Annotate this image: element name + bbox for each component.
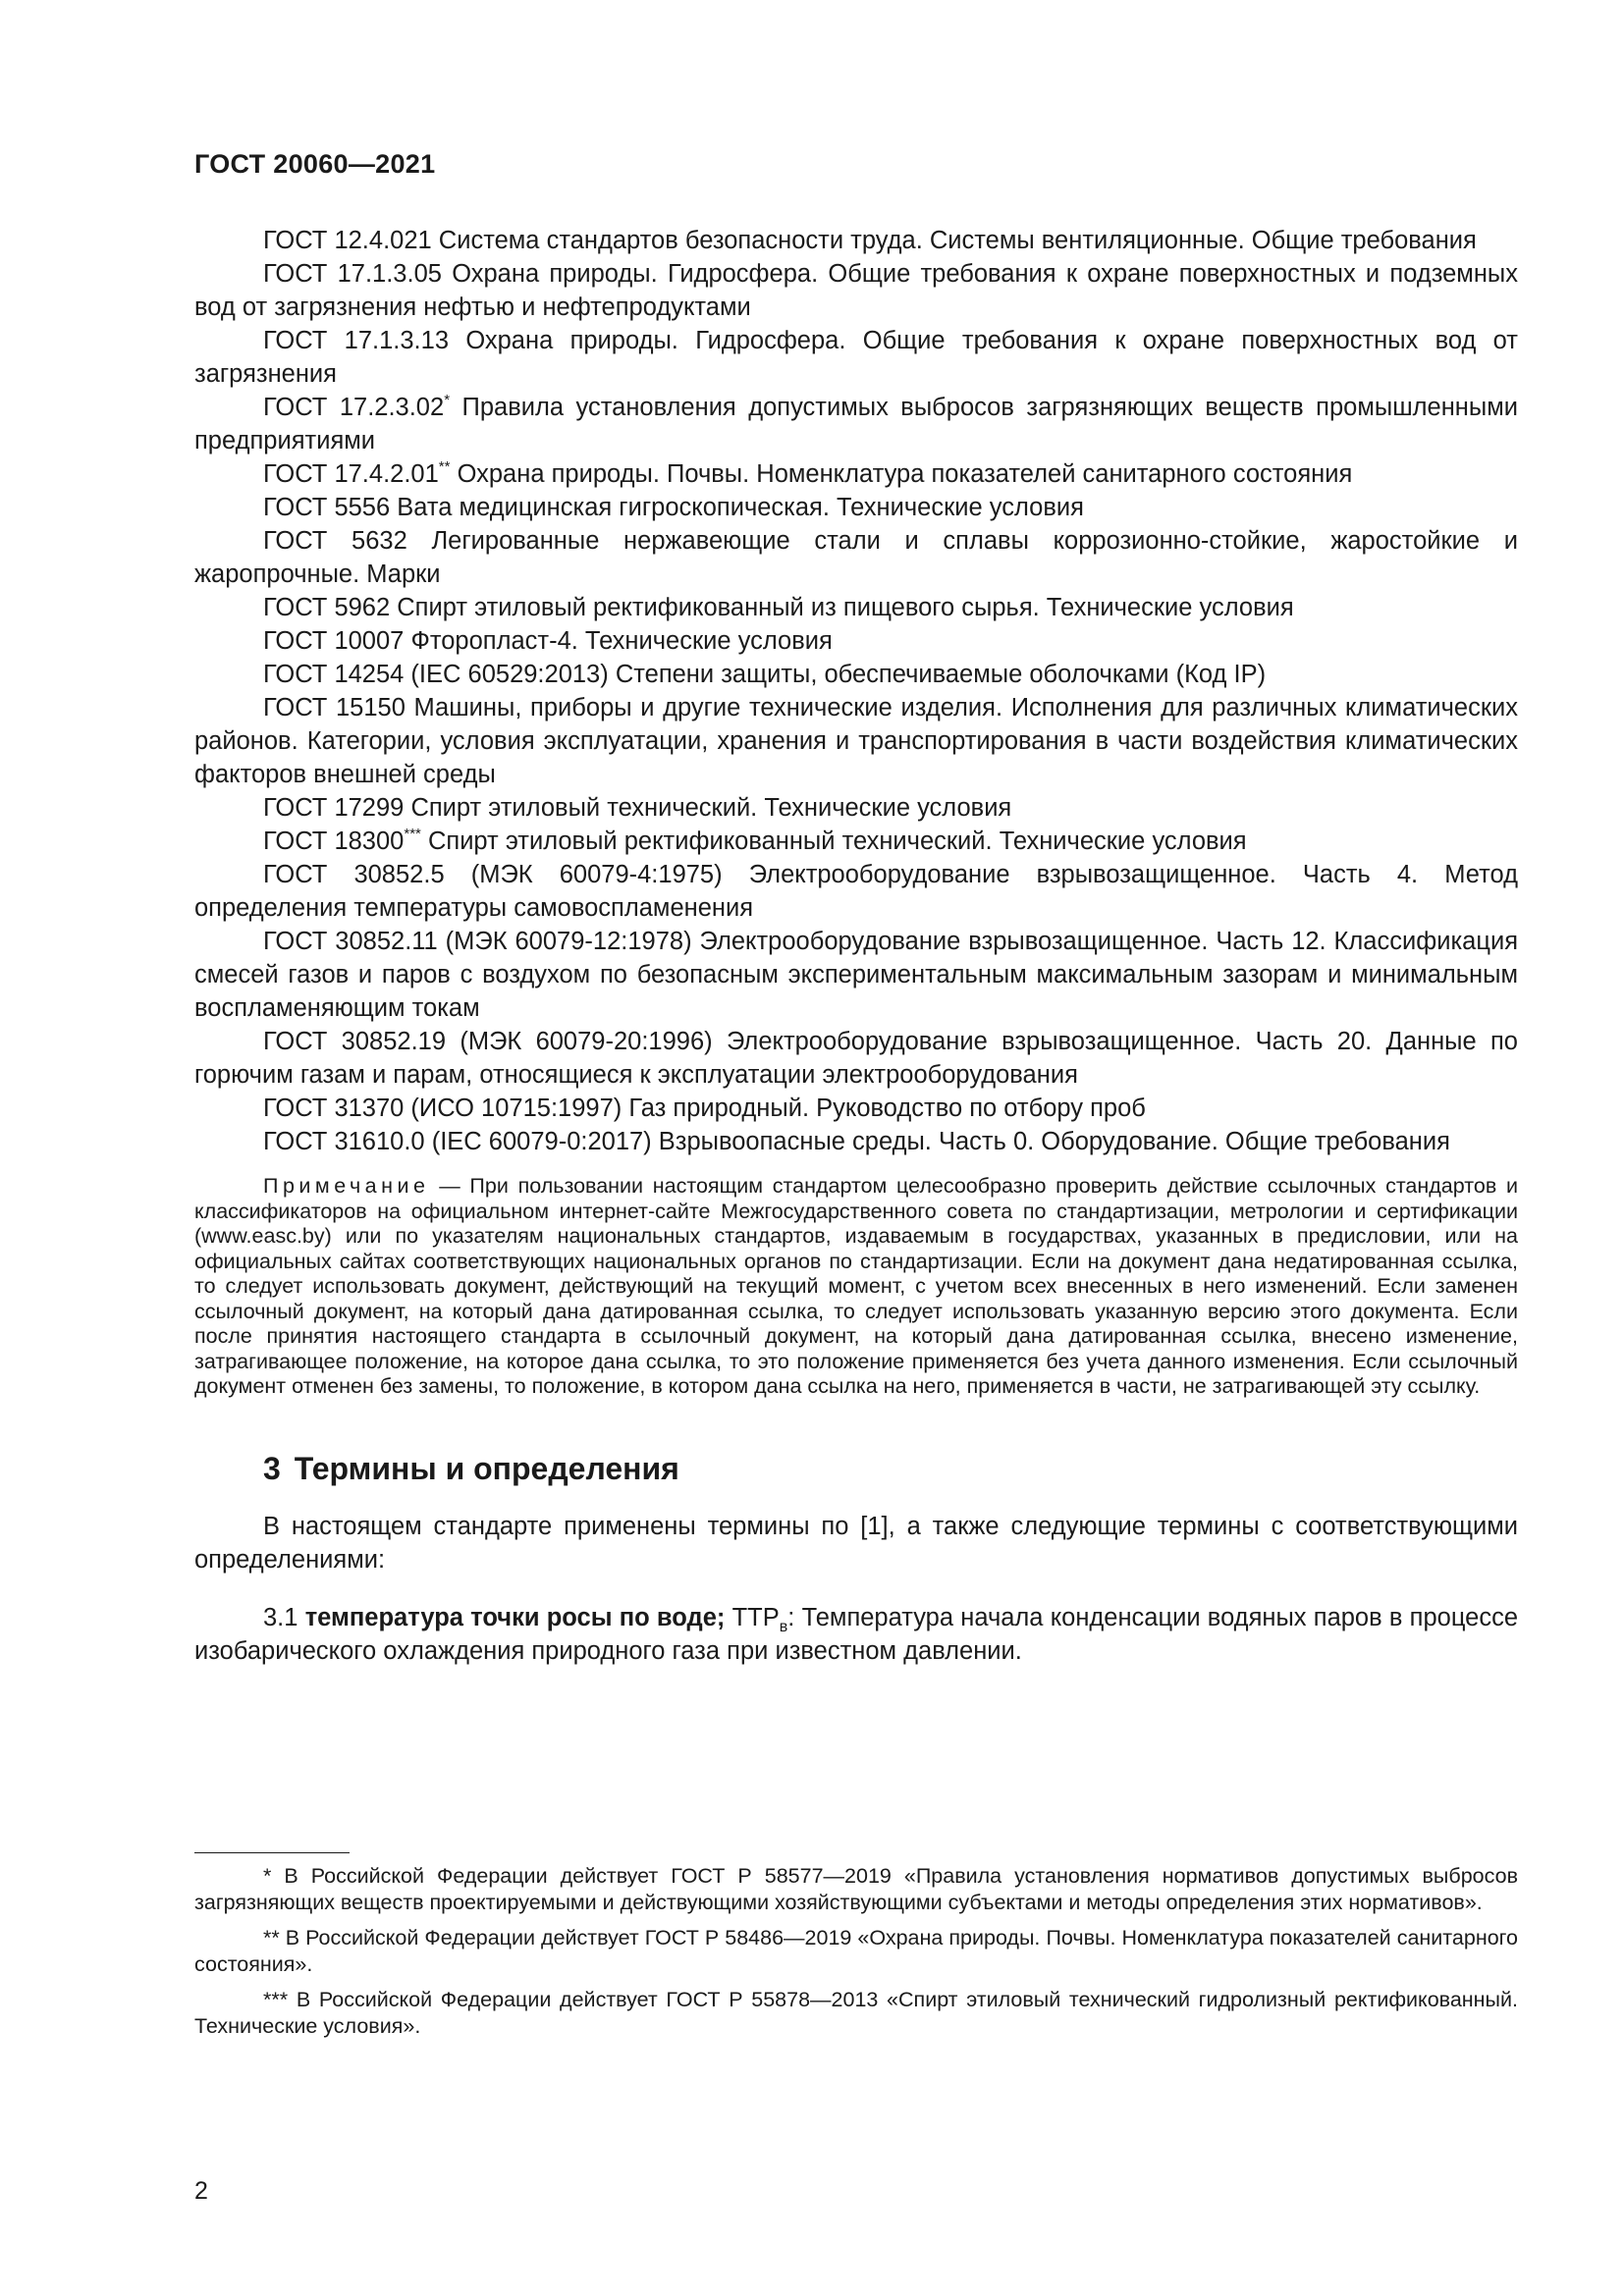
term-definition [194, 1601, 1518, 1668]
reference-item [194, 257, 1518, 324]
reference-code: ГОСТ 30852.5 (МЭК 60079-4:1975) [263, 861, 723, 888]
reference-code: ГОСТ 17.1.3.13 [263, 327, 450, 354]
reference-code: ГОСТ 31610.0 (IEC 60079-0:2017) [263, 1128, 652, 1155]
reference-item [194, 224, 1518, 257]
reference-item [194, 524, 1518, 591]
reference-title: Охрана природы. Почвы. Номенклатура показателей санитарного состояния [457, 460, 1353, 488]
footnote-mark: ** [438, 458, 451, 475]
reference-title: Вата медицинская гигроскопическая. Технические условия [397, 494, 1084, 521]
term-abbreviation-subscript: в [779, 1619, 788, 1635]
reference-title: Машины, приборы и другие технические изделия. Исполнения для различных климатических районов. Категории, условия эксплуатации, хранения и транспортирования в части воздействия климатических факторов внешней среды [194, 694, 1518, 788]
reference-item [194, 691, 1518, 791]
note-text: — При пользовании настоящим стандартом целесообразно проверить действие ссылочных стандартов и классификаторов на официальном интернет-сайте Межгосударственного совета по стандартизации, метрологии и сертификации (www.easc.by) или по указателям национальных стандартов, издаваемым в государствах, указанных в предисловии, или на официальных сайтах соответствующих национальных органов по стандартизации. Если на документ дана недатированная ссылка, то следует использовать документ, действующий на текущий момент, с учетом всех внесенных в него изменений. Если заменен ссылочный документ, на который дана датированная ссылка, то следует использовать указанную версию этого документа. Если после принятия настоящего стандарта в ссылочный документ, на который дана датированная ссылка, внесено изменение, затрагивающее положение, на которое дана ссылка, то это положение применяется без учета данного изменения. Если ссылочный документ отменен без замены, то положение, в котором дана ссылка на него, применяется в части, не затрагивающей эту ссылку. [194, 1174, 1518, 1398]
reference-code: ГОСТ 17.1.3.05 [263, 260, 442, 288]
reference-code: ГОСТ 10007 [263, 627, 405, 655]
reference-code: ГОСТ 30852.11 (МЭК 60079-12:1978) [263, 928, 692, 955]
footnote [194, 1987, 1518, 2040]
reference-item [194, 825, 1518, 858]
footnote-text: В Российской Федерации действует ГОСТ Р 55878—2013 «Спирт этиловый технический гидролизный ректификованный. Технические условия». [194, 1988, 1518, 2038]
reference-title: Электрооборудование взрывозащищенное. Часть 4. Метод определения температуры самовоспламенения [194, 861, 1518, 922]
reference-code: ГОСТ 5632 [263, 527, 407, 555]
reference-item [194, 491, 1518, 524]
reference-title: Правила установления допустимых выбросов загрязняющих веществ промышленными предприятиями [194, 394, 1518, 454]
reference-title: Спирт этиловый технический. Технические условия [410, 794, 1012, 822]
term-number: 3.1 [263, 1604, 298, 1631]
reference-code: ГОСТ 15150 [263, 694, 406, 721]
reference-item [194, 791, 1518, 825]
reference-title: Взрывоопасные среды. Часть 0. Оборудование. Общие требования [658, 1128, 1450, 1155]
reference-code: ГОСТ 17.2.3.02 [263, 394, 445, 421]
reference-code: ГОСТ 14254 (IEC 60529:2013) [263, 661, 609, 688]
footnote [194, 1863, 1518, 1916]
reference-code: ГОСТ 17299 [263, 794, 405, 822]
footnote-text: В Российской Федерации действует ГОСТ Р 58577—2019 «Правила установления нормативов допустимых выбросов загрязняющих веществ проектируемыми и действующими хозяйствующими субъектами и методы определения этих нормативов». [194, 1864, 1518, 1914]
reference-item [194, 1092, 1518, 1125]
reference-item [194, 658, 1518, 691]
footnote-mark: * [444, 392, 451, 408]
reference-item [194, 1125, 1518, 1158]
footnote-separator [194, 1852, 350, 1853]
reference-title: Легированные нержавеющие стали и сплавы коррозионно-стойкие, жаростойкие и жаропрочные. Марки [194, 527, 1518, 588]
reference-code: ГОСТ 5556 [263, 494, 391, 521]
reference-item [194, 324, 1518, 391]
section-number: 3 [263, 1450, 281, 1486]
reference-title: Фторопласт-4. Технические условия [410, 627, 833, 655]
reference-title: Газ природный. Руководство по отбору проб [628, 1095, 1146, 1122]
term-abbreviation: ТТР [731, 1604, 780, 1631]
term-name: температура точки росы по воде; [304, 1604, 726, 1631]
reference-title: Электрооборудование взрывозащищенное. Часть 12. Классификация смесей газов и паров с воздухом по безопасным экспериментальным максимальным зазорам и минимальным воспламеняющим токам [194, 928, 1518, 1022]
section-title: Термины и определения [294, 1450, 679, 1486]
section-intro: В настоящем стандарте применены термины по [1], а также следующие термины с соответствующими определениями: [194, 1512, 1518, 1574]
reference-code: ГОСТ 31370 (ИСО 10715:1997) [263, 1095, 623, 1122]
term-definition-text: : Температура начала конденсации водяных паров в процессе изобарического охлаждения природного газа при известном давлении. [194, 1604, 1519, 1665]
page-number: 2 [194, 2177, 208, 2205]
reference-title: Спирт этиловый ректификованный технический. Технические условия [427, 828, 1247, 855]
reference-code: ГОСТ 18300 [263, 828, 405, 855]
reference-code: ГОСТ 17.4.2.01 [263, 460, 439, 488]
footnote-mark: * [263, 1864, 272, 1888]
footnotes [194, 1852, 1518, 2049]
reference-title: Спирт этиловый ректификованный из пищевого сырья. Технические условия [397, 594, 1294, 621]
note-paragraph [194, 1174, 1518, 1400]
reference-code: ГОСТ 12.4.021 [263, 227, 432, 254]
reference-item [194, 457, 1518, 491]
footnote-mark: *** [404, 826, 421, 842]
reference-item [194, 391, 1518, 457]
reference-code: ГОСТ 5962 [263, 594, 391, 621]
reference-code: ГОСТ 30852.19 (МЭК 60079-20:1996) [263, 1028, 713, 1055]
reference-title: Охрана природы. Гидросфера. Общие требования к охране поверхностных вод от загрязнения [194, 327, 1518, 388]
page-content [194, 224, 1518, 1693]
reference-item [194, 858, 1518, 925]
footnote [194, 1925, 1518, 1978]
reference-item [194, 925, 1518, 1025]
reference-item [194, 1025, 1518, 1092]
reference-title: Система стандартов безопасности труда. Системы вентиляционные. Общие требования [438, 227, 1477, 254]
note-label: Примечание [263, 1174, 430, 1198]
reference-title: Охрана природы. Гидросфера. Общие требования к охране поверхностных и подземных вод от загрязнения нефтью и нефтепродуктами [194, 260, 1518, 321]
running-header: ГОСТ 20060—2021 [194, 149, 436, 179]
reference-item [194, 591, 1518, 624]
footnote-mark: ** [263, 1926, 280, 1949]
reference-item [194, 624, 1518, 658]
section-heading [263, 1449, 1518, 1488]
normative-references-list [194, 224, 1518, 1158]
footnote-mark: *** [263, 1988, 289, 2011]
footnote-text: В Российской Федерации действует ГОСТ Р 58486—2019 «Охрана природы. Почвы. Номенклатура показателей санитарного состояния». [194, 1926, 1518, 1976]
reference-title: Степени защиты, обеспечиваемые оболочками (Код IP) [615, 661, 1267, 688]
reference-title: Электрооборудование взрывозащищенное. Часть 20. Данные по горючим газам и парам, относящиеся к эксплуатации электрооборудования [194, 1028, 1518, 1089]
